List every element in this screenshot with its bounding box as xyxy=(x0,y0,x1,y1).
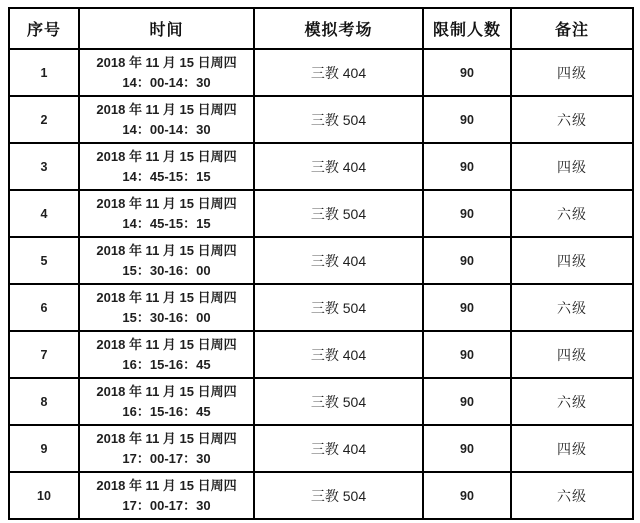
cell-serial-number: 3 xyxy=(9,143,79,190)
cell-remark: 四级 xyxy=(511,49,633,96)
cell-serial-number: 2 xyxy=(9,96,79,143)
date-line: 2018 年 11 月 15 日周四 xyxy=(96,477,237,493)
cell-remark: 四级 xyxy=(511,237,633,284)
column-header-limit: 限制人数 xyxy=(423,8,511,49)
cell-remark: 四级 xyxy=(511,143,633,190)
cell-people-limit: 90 xyxy=(423,96,511,143)
cell-serial-number: 6 xyxy=(9,284,79,331)
cell-exam-room: 三教 404 xyxy=(254,237,423,284)
cell-exam-room: 三教 404 xyxy=(254,49,423,96)
cell-exam-room: 三教 504 xyxy=(254,284,423,331)
cell-time xyxy=(79,96,254,143)
cell-exam-room: 三教 504 xyxy=(254,190,423,237)
cell-people-limit: 90 xyxy=(423,237,511,284)
cell-serial-number: 7 xyxy=(9,331,79,378)
table-row xyxy=(9,472,633,519)
table-header-row xyxy=(9,8,633,49)
cell-people-limit: 90 xyxy=(423,143,511,190)
time-line: 14：45-15：15 xyxy=(122,168,211,184)
time-line: 14：45-15：15 xyxy=(122,215,211,231)
cell-remark: 六级 xyxy=(511,190,633,237)
table-row xyxy=(9,378,633,425)
table-row xyxy=(9,143,633,190)
cell-people-limit: 90 xyxy=(423,331,511,378)
date-line: 2018 年 11 月 15 日周四 xyxy=(96,383,237,399)
date-line: 2018 年 11 月 15 日周四 xyxy=(96,336,237,352)
column-header-room: 模拟考场 xyxy=(254,8,423,49)
table-row xyxy=(9,96,633,143)
time-line: 14：00-14：30 xyxy=(122,74,211,90)
table-row xyxy=(9,237,633,284)
time-line: 15：30-16：00 xyxy=(122,262,211,278)
cell-time xyxy=(79,331,254,378)
cell-people-limit: 90 xyxy=(423,425,511,472)
table-row xyxy=(9,425,633,472)
time-line: 17：00-17：30 xyxy=(122,497,211,513)
cell-exam-room: 三教 404 xyxy=(254,331,423,378)
cell-time xyxy=(79,190,254,237)
time-line: 15：30-16：00 xyxy=(122,309,211,325)
cell-time xyxy=(79,49,254,96)
date-line: 2018 年 11 月 15 日周四 xyxy=(96,242,237,258)
cell-remark: 六级 xyxy=(511,284,633,331)
table-row xyxy=(9,331,633,378)
date-line: 2018 年 11 月 15 日周四 xyxy=(96,195,237,211)
date-line: 2018 年 11 月 15 日周四 xyxy=(96,148,237,164)
cell-serial-number: 10 xyxy=(9,472,79,519)
cell-serial-number: 4 xyxy=(9,190,79,237)
time-line: 16：15-16：45 xyxy=(122,403,211,419)
cell-people-limit: 90 xyxy=(423,378,511,425)
table-body xyxy=(9,49,633,519)
cell-serial-number: 5 xyxy=(9,237,79,284)
cell-exam-room: 三教 504 xyxy=(254,472,423,519)
cell-exam-room: 三教 404 xyxy=(254,143,423,190)
cell-remark: 六级 xyxy=(511,378,633,425)
cell-exam-room: 三教 504 xyxy=(254,378,423,425)
cell-people-limit: 90 xyxy=(423,49,511,96)
column-header-time: 时间 xyxy=(79,8,254,49)
table-row xyxy=(9,49,633,96)
cell-time xyxy=(79,143,254,190)
time-line: 17：00-17：30 xyxy=(122,450,211,466)
cell-remark: 六级 xyxy=(511,96,633,143)
column-header-no: 序号 xyxy=(9,8,79,49)
cell-people-limit: 90 xyxy=(423,284,511,331)
cell-remark: 四级 xyxy=(511,425,633,472)
cell-time xyxy=(79,378,254,425)
cell-serial-number: 8 xyxy=(9,378,79,425)
cell-serial-number: 1 xyxy=(9,49,79,96)
cell-time xyxy=(79,284,254,331)
cell-serial-number: 9 xyxy=(9,425,79,472)
cell-time xyxy=(79,425,254,472)
column-header-note: 备注 xyxy=(511,8,633,49)
table-row xyxy=(9,284,633,331)
date-line: 2018 年 11 月 15 日周四 xyxy=(96,289,237,305)
date-line: 2018 年 11 月 15 日周四 xyxy=(96,430,237,446)
time-line: 14：00-14：30 xyxy=(122,121,211,137)
exam-schedule-table xyxy=(8,7,634,520)
table-row xyxy=(9,190,633,237)
cell-people-limit: 90 xyxy=(423,472,511,519)
cell-time xyxy=(79,237,254,284)
cell-exam-room: 三教 404 xyxy=(254,425,423,472)
cell-time xyxy=(79,472,254,519)
date-line: 2018 年 11 月 15 日周四 xyxy=(96,54,237,70)
cell-exam-room: 三教 504 xyxy=(254,96,423,143)
time-line: 16：15-16：45 xyxy=(122,356,211,372)
date-line: 2018 年 11 月 15 日周四 xyxy=(96,101,237,117)
cell-remark: 四级 xyxy=(511,331,633,378)
cell-people-limit: 90 xyxy=(423,190,511,237)
cell-remark: 六级 xyxy=(511,472,633,519)
